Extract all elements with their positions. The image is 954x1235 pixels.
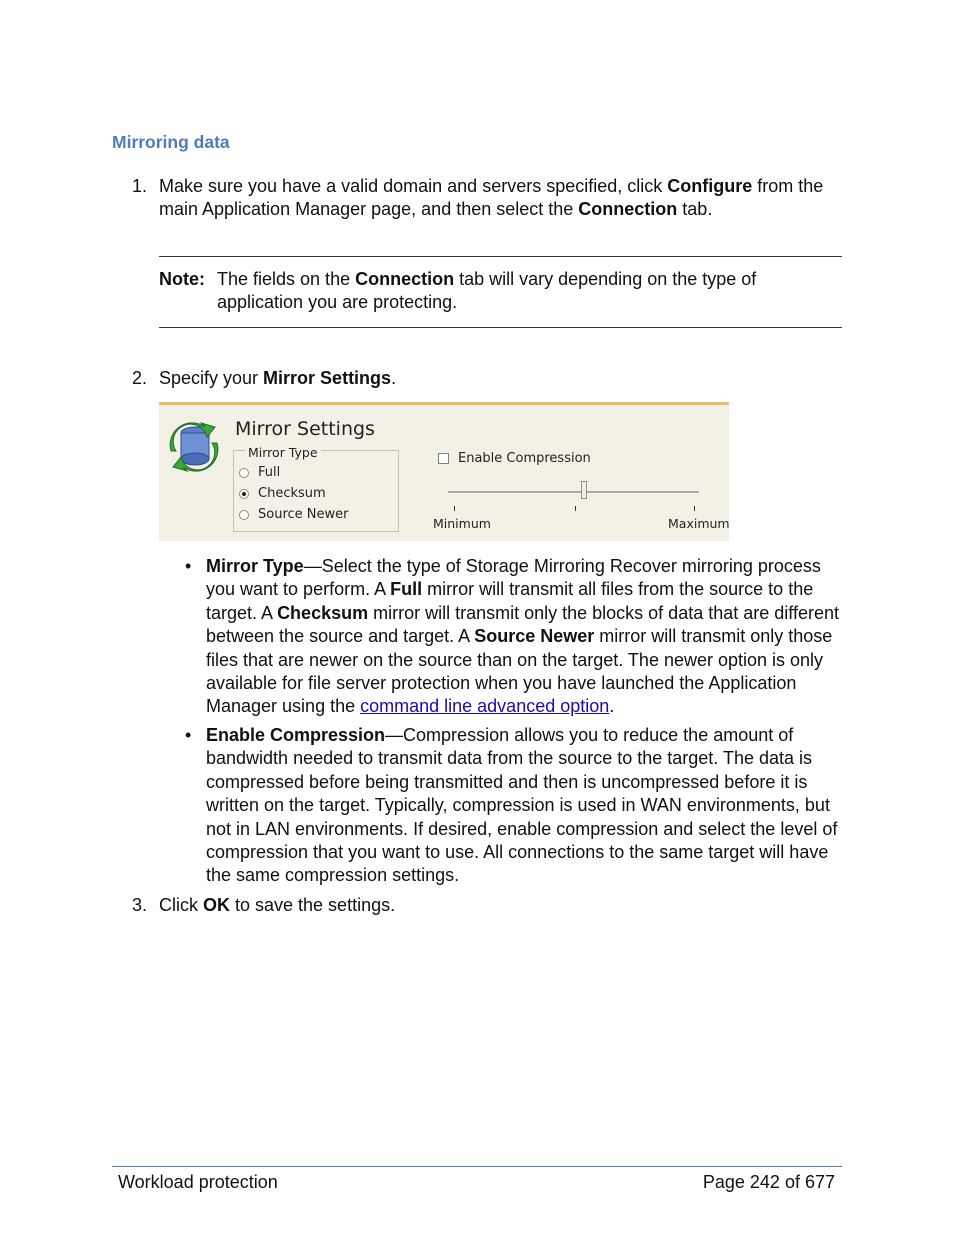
panel-title: Mirror Settings — [235, 418, 375, 440]
enable-compression-checkbox[interactable] — [438, 451, 591, 466]
slider-tick — [454, 506, 455, 511]
step-text: Specify your Mirror Settings. — [159, 368, 397, 388]
radio-button[interactable] — [239, 489, 249, 499]
step-number: 1. — [132, 176, 148, 196]
slider-min-label: Minimum — [433, 516, 491, 531]
footer-divider — [112, 1166, 842, 1167]
radio-label: Source Newer — [258, 507, 349, 522]
bullet-text: Enable Compression—Compression allows you to reduce the amount of bandwidth needed to transmit data from the source to the target. The data is compressed before being transmitted and then is uncompressed before it is written on the target. Typically, compression is used in WAN environments, but not in LAN environments. If desired, enable compression and select the level of compression that you want to use. All connections to the same target will have the same compression settings. — [206, 725, 838, 886]
mirror-settings-panel — [159, 402, 729, 541]
slider-tick — [575, 506, 576, 511]
step-text: Make sure you have a valid domain and servers specified, click Configure from the main Application Manager page, and then select the Connection tab. — [159, 176, 824, 219]
step-text: Click OK to save the settings. — [159, 895, 396, 915]
radio-checksum[interactable] — [239, 486, 326, 501]
bullet-text: Mirror Type—Select the type of Storage Mirroring Recover mirroring process you want to perform. A Full mirror will transmit all files from the source to the target. A Checksum mirror will transmit only the blocks of data that are different between the source and target. A Source Newer mirror will transmit only those files that are newer on the source than on the target. The newer option is only available for file server protection when you have launched the Application Manager using the command line advanced option. — [206, 556, 839, 717]
footer-section-title: Workload protection — [118, 1172, 278, 1192]
slider-tick — [694, 506, 695, 511]
checkbox-label: Enable Compression — [458, 451, 591, 466]
mirror-type-legend: Mirror Type — [245, 445, 321, 460]
note-text: The fields on the Connection tab will vary depending on the type of application you are protecting. — [217, 269, 757, 312]
radio-source-newer[interactable] — [239, 507, 348, 522]
checkbox[interactable] — [438, 453, 449, 464]
section-heading: Mirroring data — [112, 132, 230, 152]
radio-button[interactable] — [239, 510, 249, 520]
radio-full[interactable] — [239, 465, 280, 480]
radio-label: Full — [258, 465, 281, 480]
compression-slider-track[interactable] — [448, 491, 699, 494]
command-line-advanced-option-link[interactable]: command line advanced option — [360, 696, 610, 717]
step-number: 2. — [132, 368, 148, 388]
bullet-dot: • — [185, 725, 192, 745]
step-number: 3. — [132, 895, 148, 915]
radio-button[interactable] — [239, 468, 249, 478]
note-label: Note: — [159, 269, 205, 289]
mirror-sync-icon — [165, 421, 223, 473]
bullet-dot: • — [185, 556, 192, 576]
note-box — [159, 256, 842, 328]
compression-slider-thumb[interactable] — [581, 481, 587, 499]
slider-max-label: Maximum — [668, 516, 730, 531]
footer-page-number: Page 242 of 677 — [702, 1172, 835, 1192]
radio-label: Checksum — [258, 486, 326, 501]
